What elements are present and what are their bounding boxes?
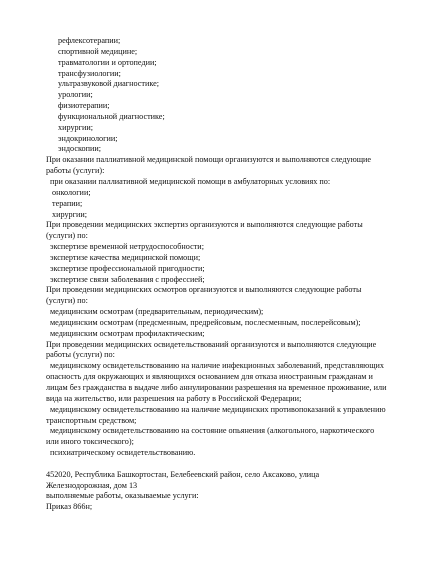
list-item: рефлексотерапии; bbox=[58, 36, 121, 45]
subsection-heading: при оказании паллиативной медицинской помощи в амбулаторных условиях по: bbox=[50, 176, 331, 186]
list-item: экспертизе качества медицинской помощи; bbox=[50, 252, 201, 262]
list-item: онкологии; bbox=[52, 187, 91, 197]
list-item-continued: или иного токсического); bbox=[46, 437, 134, 447]
order-reference: Приказ 866н; bbox=[46, 502, 93, 512]
section-heading: При оказании паллиативной медицинской помощи организуются и выполняются следующие bbox=[46, 155, 372, 165]
list-item: экспертизе связи заболевания с профессией; bbox=[50, 274, 205, 284]
list-item-continued: транспортным средством; bbox=[46, 415, 137, 425]
list-item: медицинскому освидетельствованию на наличие инфекционных заболеваний, представляющих bbox=[50, 361, 385, 371]
section-heading-continued: работы (услуги) по: bbox=[46, 350, 115, 360]
certification-section bbox=[46, 340, 414, 459]
list-item: ультразвуковой диагностике; bbox=[58, 79, 160, 89]
list-item: хирургии; bbox=[52, 209, 88, 219]
list-item: функциональной диагностике; bbox=[58, 111, 165, 121]
list-item: медицинскому освидетельствованию на состояние опьянения (алкогольного, наркотического bbox=[50, 426, 375, 436]
expertise-section bbox=[46, 220, 414, 285]
list-item-continued: вида на жительство, или разрешения на работу в Российской Федерации; bbox=[46, 393, 302, 403]
address-block bbox=[46, 470, 414, 513]
paragraph-spacer bbox=[46, 459, 414, 470]
address-line: Железнодорожная, дом 13 bbox=[46, 480, 138, 490]
list-item: физиотерапии; bbox=[58, 101, 110, 111]
list-item: медицинским осмотрам (предварительным, периодическим); bbox=[50, 307, 264, 317]
list-item: эндоскопии; bbox=[58, 144, 102, 154]
address-line: 452020, Республика Башкортостан, Белебеевский район, село Аксаково, улица bbox=[46, 469, 320, 479]
list-item-continued: опасность для окружающих и являющихся основанием для отказа иностранным гражданам и bbox=[46, 372, 373, 382]
list-item: экспертизе временной нетрудоспособности; bbox=[50, 242, 204, 252]
exams-section bbox=[46, 285, 414, 339]
palliative-section bbox=[46, 155, 414, 220]
list-item: травматологии и ортопедии; bbox=[58, 57, 157, 67]
list-item: экспертизе профессиональной пригодности; bbox=[50, 263, 205, 273]
list-item: хирургии; bbox=[58, 122, 94, 132]
list-item: урологии; bbox=[58, 90, 93, 100]
list-item: терапии; bbox=[52, 198, 83, 208]
list-item: спортивной медицине; bbox=[58, 46, 138, 56]
section-heading: При проведении медицинских осмотров организуются и выполняются следующие работы bbox=[46, 285, 362, 295]
section-heading: При проведении медицинских экспертиз организуются и выполняются следующие работы bbox=[46, 220, 363, 230]
list-item: трансфузиологии; bbox=[58, 68, 121, 78]
section-heading-continued: работы (услуги): bbox=[46, 166, 105, 176]
license-document-page bbox=[46, 36, 414, 513]
list-item: эндокринологии; bbox=[58, 133, 118, 143]
works-services-label: выполняемые работы, оказываемые услуги: bbox=[46, 491, 199, 501]
section-heading-continued: (услуги) по: bbox=[46, 296, 88, 306]
list-item-continued: лицам без гражданства в выдаче либо аннулировании разрешения на временное проживание, или bbox=[46, 383, 387, 392]
list-item: медицинским осмотрам (предсменным, предрейсовым, послесменным, послерейсовым); bbox=[50, 317, 361, 327]
list-item: медицинским осмотрам профилактическим; bbox=[50, 328, 205, 338]
list-item: медицинскому освидетельствованию на наличие медицинских противопоказаний к управлению bbox=[50, 404, 386, 414]
section-heading: При проведении медицинских освидетельствований организуются и выполняются следующие bbox=[46, 339, 377, 349]
list-item: психиатрическому освидетельствованию. bbox=[50, 448, 196, 458]
services-list-top bbox=[46, 36, 414, 155]
section-heading-continued: (услуги) по: bbox=[46, 231, 88, 241]
